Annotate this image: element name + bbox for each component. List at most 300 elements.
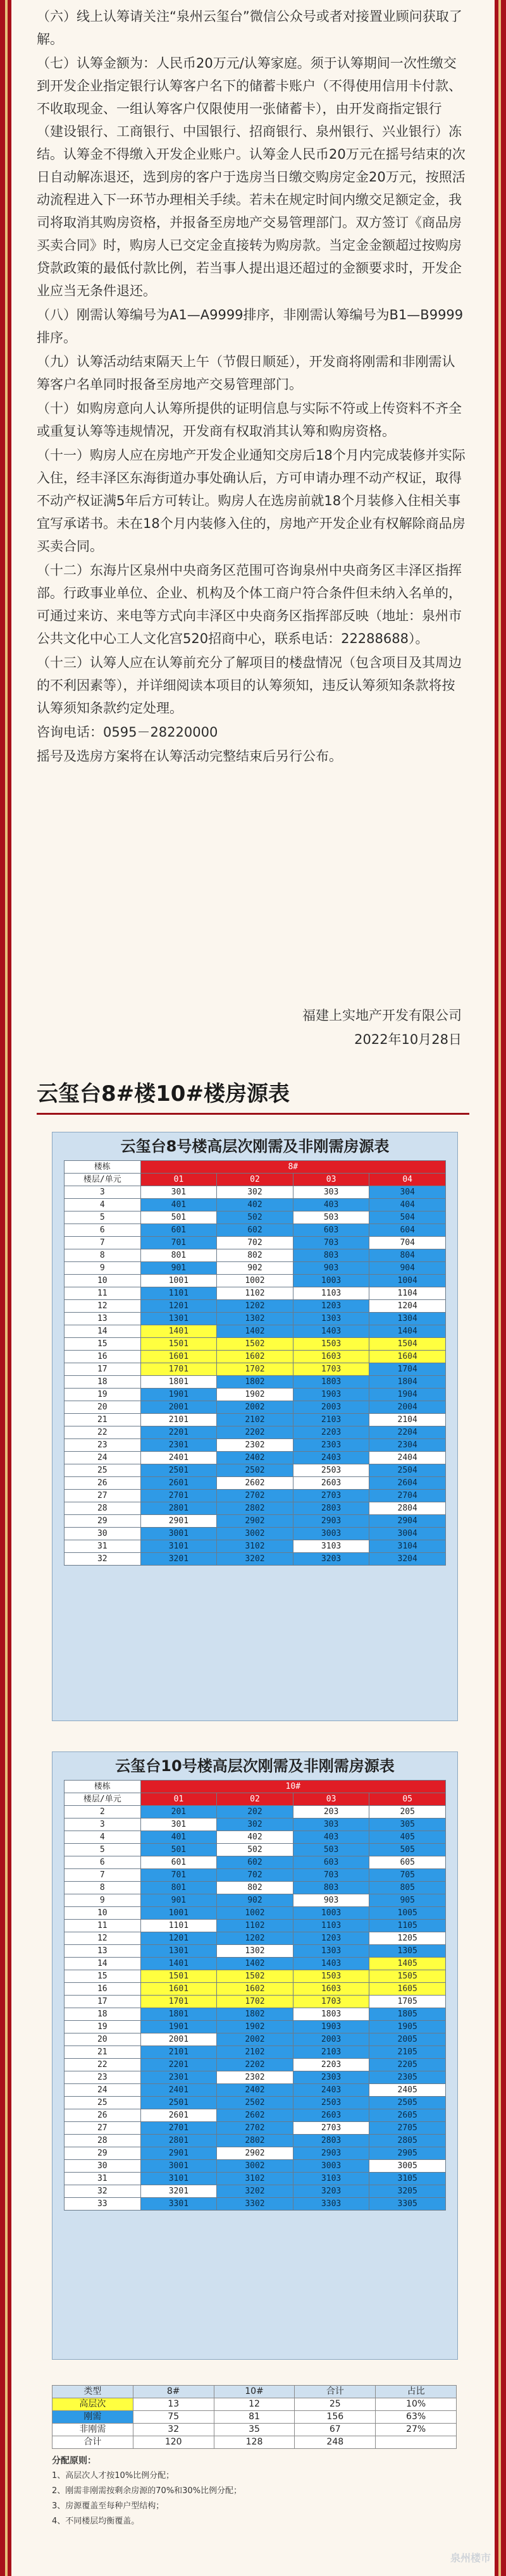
room-cell: 2303 — [293, 1439, 369, 1452]
table-title: 云玺台10号楼高层次刚需及非刚需房源表 — [115, 1757, 395, 1775]
room-cell: 1003 — [293, 1907, 369, 1920]
room-cell: 3203 — [293, 2185, 369, 2198]
room-cell: 803 — [293, 1249, 369, 1262]
building-number: 10# — [140, 1781, 445, 1793]
room-cell: 3104 — [369, 1540, 446, 1553]
room-cell: 1103 — [293, 1287, 369, 1300]
room-cell: 1802 — [217, 2008, 293, 2021]
room-cell: 1803 — [293, 2008, 369, 2021]
room-cell: 202 — [217, 1806, 293, 1819]
floor-number: 12 — [65, 1932, 141, 1945]
room-cell: 1501 — [140, 1338, 217, 1351]
room-cell: 3102 — [217, 2173, 293, 2185]
room-cell: 2302 — [217, 1439, 293, 1452]
room-cell: 1904 — [369, 1389, 446, 1401]
room-cell: 402 — [217, 1831, 293, 1844]
room-cell: 2704 — [369, 1490, 446, 1502]
room-cell: 2205 — [369, 2059, 446, 2071]
summary-header: 8# — [133, 2386, 214, 2398]
floor-row — [65, 1540, 446, 1553]
room-cell: 2101 — [140, 2046, 217, 2059]
room-cell: 2604 — [369, 1477, 446, 1490]
room-cell: 701 — [140, 1237, 217, 1249]
room-cell: 1901 — [140, 2021, 217, 2033]
room-cell: 1301 — [140, 1945, 217, 1958]
room-cell: 2901 — [140, 2147, 217, 2160]
floor-row — [65, 1831, 446, 1844]
room-cell: 605 — [369, 1856, 446, 1869]
summary-row — [52, 2411, 457, 2424]
room-cell: 2104 — [369, 1414, 446, 1426]
room-cell: 401 — [140, 1199, 217, 1211]
summary-row — [52, 2424, 457, 2436]
summary-cell: 248 — [295, 2436, 376, 2449]
room-cell: 1403 — [293, 1325, 369, 1338]
notice-text — [37, 5, 467, 769]
room-cell: 603 — [293, 1856, 369, 1869]
floor-row — [65, 1856, 446, 1869]
room-cell: 2801 — [140, 1502, 217, 1515]
room-cell: 1103 — [293, 1920, 369, 1932]
room-cell: 1104 — [369, 1287, 446, 1300]
summary-cell: 高层次 — [52, 2398, 133, 2411]
room-cell: 2301 — [140, 1439, 217, 1452]
room-cell: 2103 — [293, 1414, 369, 1426]
room-cell: 1902 — [217, 1389, 293, 1401]
room-cell: 1401 — [140, 1958, 217, 1970]
room-cell: 404 — [369, 1199, 446, 1211]
room-cell: 2804 — [369, 1502, 446, 1515]
room-cell: 2304 — [369, 1439, 446, 1452]
paragraph: （九）认筹活动结束隔天上午（节假日顺延），开发商将刚需和非刚需认筹客户名单同时报备至房地产交易管理部门。 — [37, 354, 455, 392]
room-cell: 802 — [217, 1882, 293, 1894]
room-cell: 2601 — [140, 1477, 217, 1490]
building-8-table — [52, 1132, 458, 1721]
room-cell: 3003 — [293, 1528, 369, 1540]
floor-number: 22 — [65, 2059, 141, 2071]
room-cell: 2002 — [217, 2033, 293, 2046]
company-name: 福建上实地产开发有限公司 — [302, 1008, 462, 1023]
floor-number: 18 — [65, 1376, 141, 1389]
room-cell: 2102 — [217, 1414, 293, 1426]
room-cell: 3202 — [217, 1553, 293, 1566]
floor-row — [65, 1970, 446, 1983]
floor-number: 9 — [65, 1262, 141, 1275]
room-cell: 2903 — [293, 2147, 369, 2160]
summary-header: 类型 — [52, 2386, 133, 2398]
room-cell: 2904 — [369, 1515, 446, 1528]
floor-number: 21 — [65, 2046, 141, 2059]
room-cell: 2501 — [140, 1464, 217, 1477]
room-cell: 1405 — [369, 1958, 446, 1970]
unit-header: 05 — [369, 1793, 446, 1806]
summary-cell: 75 — [133, 2411, 214, 2424]
floor-row — [65, 2084, 446, 2097]
floor-number: 6 — [65, 1224, 141, 1237]
floor-row — [65, 1351, 446, 1363]
floor-number: 6 — [65, 1856, 141, 1869]
room-cell: 702 — [217, 1869, 293, 1882]
floor-row — [65, 2021, 446, 2033]
room-cell: 1004 — [369, 1275, 446, 1287]
room-cell: 2302 — [217, 2071, 293, 2084]
floor-number: 10 — [65, 1907, 141, 1920]
room-cell: 802 — [217, 1249, 293, 1262]
room-cell: 205 — [369, 1806, 446, 1819]
room-cell: 201 — [140, 1806, 217, 1819]
room-cell: 1702 — [217, 1996, 293, 2008]
room-cell: 2602 — [217, 2109, 293, 2122]
summary-row — [52, 2436, 457, 2449]
floor-row — [65, 1249, 446, 1262]
room-cell: 2103 — [293, 2046, 369, 2059]
room-cell: 2403 — [293, 1452, 369, 1464]
consult-phone: 咨询电话：0595－28220000 — [37, 725, 218, 740]
room-cell: 2803 — [293, 1502, 369, 1515]
floor-row — [65, 1186, 446, 1199]
room-cell: 302 — [217, 1186, 293, 1199]
floor-number: 16 — [65, 1351, 141, 1363]
floor-number: 21 — [65, 1414, 141, 1426]
room-cell: 2905 — [369, 2147, 446, 2160]
summary-cell: 27% — [376, 2424, 457, 2436]
summary-cell: 13 — [133, 2398, 214, 2411]
floor-number: 2 — [65, 1806, 141, 1819]
room-cell: 1905 — [369, 2021, 446, 2033]
room-cell: 3102 — [217, 1540, 293, 1553]
floor-row — [65, 2109, 446, 2122]
room-cell: 2102 — [217, 2046, 293, 2059]
floor-number: 15 — [65, 1338, 141, 1351]
room-cell: 1303 — [293, 1945, 369, 1958]
room-cell: 1504 — [369, 1338, 446, 1351]
room-cell: 3101 — [140, 2173, 217, 2185]
floor-number: 22 — [65, 1426, 141, 1439]
floor-row — [65, 1996, 446, 2008]
floor-unit-label: 楼层/单元 — [65, 1793, 141, 1806]
room-cell: 705 — [369, 1869, 446, 1882]
room-cell: 2601 — [140, 2109, 217, 2122]
floor-number: 17 — [65, 1363, 141, 1376]
room-cell: 2003 — [293, 1401, 369, 1414]
room-cell: 304 — [369, 1186, 446, 1199]
room-cell: 2902 — [217, 1515, 293, 1528]
floor-number: 13 — [65, 1313, 141, 1325]
floor-row — [65, 1932, 446, 1945]
summary-cell — [376, 2436, 457, 2449]
room-cell: 3001 — [140, 1528, 217, 1540]
room-cell: 2001 — [140, 1401, 217, 1414]
room-cell: 3105 — [369, 2173, 446, 2185]
room-cell: 701 — [140, 1869, 217, 1882]
room-cell: 704 — [369, 1237, 446, 1249]
section-divider — [37, 1113, 469, 1115]
room-grid — [64, 1780, 446, 2211]
room-cell: 505 — [369, 1844, 446, 1856]
room-cell: 1105 — [369, 1920, 446, 1932]
room-cell: 501 — [140, 1844, 217, 1856]
unit-header: 01 — [140, 1174, 217, 1186]
room-cell: 1002 — [217, 1907, 293, 1920]
room-cell: 2401 — [140, 2084, 217, 2097]
floor-row — [65, 1376, 446, 1389]
room-cell: 402 — [217, 1199, 293, 1211]
room-cell: 801 — [140, 1882, 217, 1894]
room-cell: 1304 — [369, 1313, 446, 1325]
floor-row — [65, 1363, 446, 1376]
floor-row — [65, 1983, 446, 1996]
floor-number: 30 — [65, 1528, 141, 1540]
room-cell: 2502 — [217, 1464, 293, 1477]
room-cell: 1102 — [217, 1287, 293, 1300]
room-cell: 1503 — [293, 1970, 369, 1983]
floor-row — [65, 2046, 446, 2059]
room-cell: 1602 — [217, 1351, 293, 1363]
room-cell: 1703 — [293, 1996, 369, 2008]
room-cell: 2203 — [293, 2059, 369, 2071]
room-cell: 904 — [369, 1262, 446, 1275]
room-cell: 2201 — [140, 1426, 217, 1439]
room-cell: 1603 — [293, 1351, 369, 1363]
room-cell: 1603 — [293, 1983, 369, 1996]
room-cell: 2503 — [293, 2097, 369, 2109]
room-cell: 2402 — [217, 1452, 293, 1464]
paragraph: （十）如购房意向人认筹所提供的证明信息与实际不符或上传资料不齐全或重复认筹等违规情况，开发商有权取消其认筹和购房资格。 — [37, 401, 462, 439]
room-cell: 2803 — [293, 2135, 369, 2147]
floor-row — [65, 1414, 446, 1426]
floor-row — [65, 2008, 446, 2021]
room-cell: 1102 — [217, 1920, 293, 1932]
room-cell: 703 — [293, 1237, 369, 1249]
paragraph: （十一）购房人应在房地产开发企业通知交房后18个月内完成装修并实际入住，经丰泽区东海街道办事处确认后，方可申请办理不动产权证，取得不动产权证满5年后方可转让。购房人在选房前就18个月装修入住相关事宜写承诺书。未在18个月内装修入住的，房地产开发企业有权解除商品房买卖合同。 — [37, 448, 466, 554]
floor-number: 27 — [65, 2122, 141, 2135]
floor-row — [65, 1515, 446, 1528]
floor-row — [65, 1528, 446, 1540]
room-cell: 1202 — [217, 1300, 293, 1313]
unit-header: 04 — [369, 1174, 446, 1186]
room-cell: 604 — [369, 1224, 446, 1237]
floor-row — [65, 1490, 446, 1502]
room-cell: 1402 — [217, 1325, 293, 1338]
floor-row — [65, 1464, 446, 1477]
room-cell: 2203 — [293, 1426, 369, 1439]
floor-row — [65, 1477, 446, 1490]
floor-number: 12 — [65, 1300, 141, 1313]
room-cell: 2902 — [217, 2147, 293, 2160]
floor-number: 13 — [65, 1945, 141, 1958]
floor-row — [65, 1819, 446, 1831]
floor-row — [65, 1806, 446, 1819]
room-cell: 2802 — [217, 2135, 293, 2147]
room-cell: 2202 — [217, 2059, 293, 2071]
room-cell: 3004 — [369, 1528, 446, 1540]
room-cell: 2801 — [140, 2135, 217, 2147]
room-cell: 1204 — [369, 1300, 446, 1313]
paragraph: 摇号及选房方案将在认筹活动完整结束后另行公布。 — [37, 749, 342, 764]
note-item: 1、高层次人才按10%比例分配； — [52, 2471, 175, 2481]
room-cell: 703 — [293, 1869, 369, 1882]
room-cell: 1903 — [293, 2021, 369, 2033]
summary-cell: 非刚需 — [52, 2424, 133, 2436]
summary-cell: 刚需 — [52, 2411, 133, 2424]
floor-number: 4 — [65, 1831, 141, 1844]
room-cell: 1803 — [293, 1376, 369, 1389]
room-cell: 902 — [217, 1262, 293, 1275]
room-cell: 2105 — [369, 2046, 446, 2059]
room-cell: 3003 — [293, 2160, 369, 2173]
summary-cell: 120 — [133, 2436, 214, 2449]
room-cell: 3005 — [369, 2160, 446, 2173]
floor-number: 32 — [65, 2185, 141, 2198]
paragraph: （十二）东海片区泉州中央商务区范围可咨询泉州中央商务区丰泽区指挥部。行政事业单位、企业、机构及个体工商户符合条件但未纳入名单的，可通过来访、来电等方式向丰泽区中央商务区指挥部反映（地址：泉州市公共文化中心工人文化宫520招商中心，联系电话：22288688）。 — [37, 563, 462, 646]
room-cell: 403 — [293, 1199, 369, 1211]
floor-row — [65, 1389, 446, 1401]
room-cell: 1301 — [140, 1313, 217, 1325]
room-cell: 1902 — [217, 2021, 293, 2033]
floor-row — [65, 1211, 446, 1224]
floor-number: 25 — [65, 1464, 141, 1477]
floor-row — [65, 1502, 446, 1515]
room-cell: 1901 — [140, 1389, 217, 1401]
summary-row — [52, 2398, 457, 2411]
room-cell: 2002 — [217, 1401, 293, 1414]
room-cell: 2003 — [293, 2033, 369, 2046]
floor-number: 11 — [65, 1287, 141, 1300]
room-cell: 805 — [369, 1882, 446, 1894]
room-cell: 1604 — [369, 1351, 446, 1363]
room-cell: 1704 — [369, 1363, 446, 1376]
room-cell: 2702 — [217, 2122, 293, 2135]
signature — [0, 1004, 462, 1052]
room-cell: 2403 — [293, 2084, 369, 2097]
room-cell: 1203 — [293, 1300, 369, 1313]
room-cell: 901 — [140, 1894, 217, 1907]
floor-row — [65, 1439, 446, 1452]
unit-header: 03 — [293, 1793, 369, 1806]
floor-unit-label: 楼层/单元 — [65, 1174, 141, 1186]
room-cell: 1203 — [293, 1932, 369, 1945]
floor-number: 30 — [65, 2160, 141, 2173]
floor-row — [65, 1262, 446, 1275]
table-title: 云玺台8号楼高层次刚需及非刚需房源表 — [120, 1138, 390, 1155]
room-cell: 1705 — [369, 1996, 446, 2008]
room-cell: 2701 — [140, 2122, 217, 2135]
room-cell: 403 — [293, 1831, 369, 1844]
floor-number: 31 — [65, 2173, 141, 2185]
floor-number: 16 — [65, 1983, 141, 1996]
room-cell: 1605 — [369, 1983, 446, 1996]
room-cell: 3201 — [140, 1553, 217, 1566]
floor-number: 24 — [65, 2084, 141, 2097]
floor-number: 10 — [65, 1275, 141, 1287]
room-cell: 301 — [140, 1819, 217, 1831]
room-cell: 1903 — [293, 1389, 369, 1401]
room-cell: 3202 — [217, 2185, 293, 2198]
floor-number: 33 — [65, 2198, 141, 2211]
room-cell: 303 — [293, 1819, 369, 1831]
paragraph: （六）线上认筹请关注“泉州云玺台”微信公众号或者对接置业顾问获取了解。 — [37, 9, 462, 47]
unit-header: 02 — [217, 1793, 293, 1806]
room-cell: 702 — [217, 1237, 293, 1249]
room-cell: 3305 — [369, 2198, 446, 2211]
floor-row — [65, 2147, 446, 2160]
room-cell: 903 — [293, 1894, 369, 1907]
floor-row — [65, 1882, 446, 1894]
floor-row — [65, 2160, 446, 2173]
floor-row — [65, 1553, 446, 1566]
room-cell: 2901 — [140, 1515, 217, 1528]
room-cell: 2602 — [217, 1477, 293, 1490]
room-cell: 2605 — [369, 2109, 446, 2122]
floor-number: 29 — [65, 1515, 141, 1528]
room-cell: 1701 — [140, 1363, 217, 1376]
building-label: 楼栋 — [65, 1161, 141, 1174]
room-cell: 3002 — [217, 1528, 293, 1540]
room-cell: 3204 — [369, 1553, 446, 1566]
floor-row — [65, 1199, 446, 1211]
room-cell: 2703 — [293, 2122, 369, 2135]
floor-row — [65, 1945, 446, 1958]
floor-row — [65, 1338, 446, 1351]
room-cell: 504 — [369, 1211, 446, 1224]
room-cell: 1205 — [369, 1932, 446, 1945]
floor-number: 14 — [65, 1325, 141, 1338]
room-cell: 905 — [369, 1894, 446, 1907]
room-cell: 1303 — [293, 1313, 369, 1325]
room-cell: 2201 — [140, 2059, 217, 2071]
summary-cell: 81 — [214, 2411, 295, 2424]
unit-header: 03 — [293, 1174, 369, 1186]
floor-number: 27 — [65, 1490, 141, 1502]
room-cell: 2701 — [140, 1490, 217, 1502]
building-label: 楼栋 — [65, 1781, 141, 1793]
summary-cell: 25 — [295, 2398, 376, 2411]
room-cell: 2303 — [293, 2071, 369, 2084]
room-cell: 2004 — [369, 1401, 446, 1414]
room-cell: 1404 — [369, 1325, 446, 1338]
section-title: 云玺台8#楼10#楼房源表 — [37, 1081, 290, 1107]
room-cell: 1003 — [293, 1275, 369, 1287]
room-cell: 2802 — [217, 1502, 293, 1515]
room-cell: 405 — [369, 1831, 446, 1844]
floor-row — [65, 2135, 446, 2147]
room-cell: 901 — [140, 1262, 217, 1275]
floor-number: 8 — [65, 1882, 141, 1894]
floor-number: 18 — [65, 2008, 141, 2021]
room-cell: 2305 — [369, 2071, 446, 2084]
room-cell: 1601 — [140, 1983, 217, 1996]
watermark-logo: 泉州楼市 — [450, 2552, 491, 2564]
room-cell: 1801 — [140, 2008, 217, 2021]
floor-row — [65, 1452, 446, 1464]
room-cell: 1602 — [217, 1983, 293, 1996]
room-cell: 2603 — [293, 2109, 369, 2122]
room-cell: 1101 — [140, 1920, 217, 1932]
floor-number: 7 — [65, 1869, 141, 1882]
floor-number: 5 — [65, 1844, 141, 1856]
building-10-table — [52, 1751, 458, 2360]
floor-number: 31 — [65, 1540, 141, 1553]
summary-header: 合计 — [295, 2386, 376, 2398]
room-cell: 3303 — [293, 2198, 369, 2211]
floor-number: 14 — [65, 1958, 141, 1970]
summary-cell: 156 — [295, 2411, 376, 2424]
room-cell: 1804 — [369, 1376, 446, 1389]
floor-number: 19 — [65, 2021, 141, 2033]
building-number: 8# — [140, 1161, 445, 1174]
room-cell: 1503 — [293, 1338, 369, 1351]
room-cell: 1002 — [217, 1275, 293, 1287]
